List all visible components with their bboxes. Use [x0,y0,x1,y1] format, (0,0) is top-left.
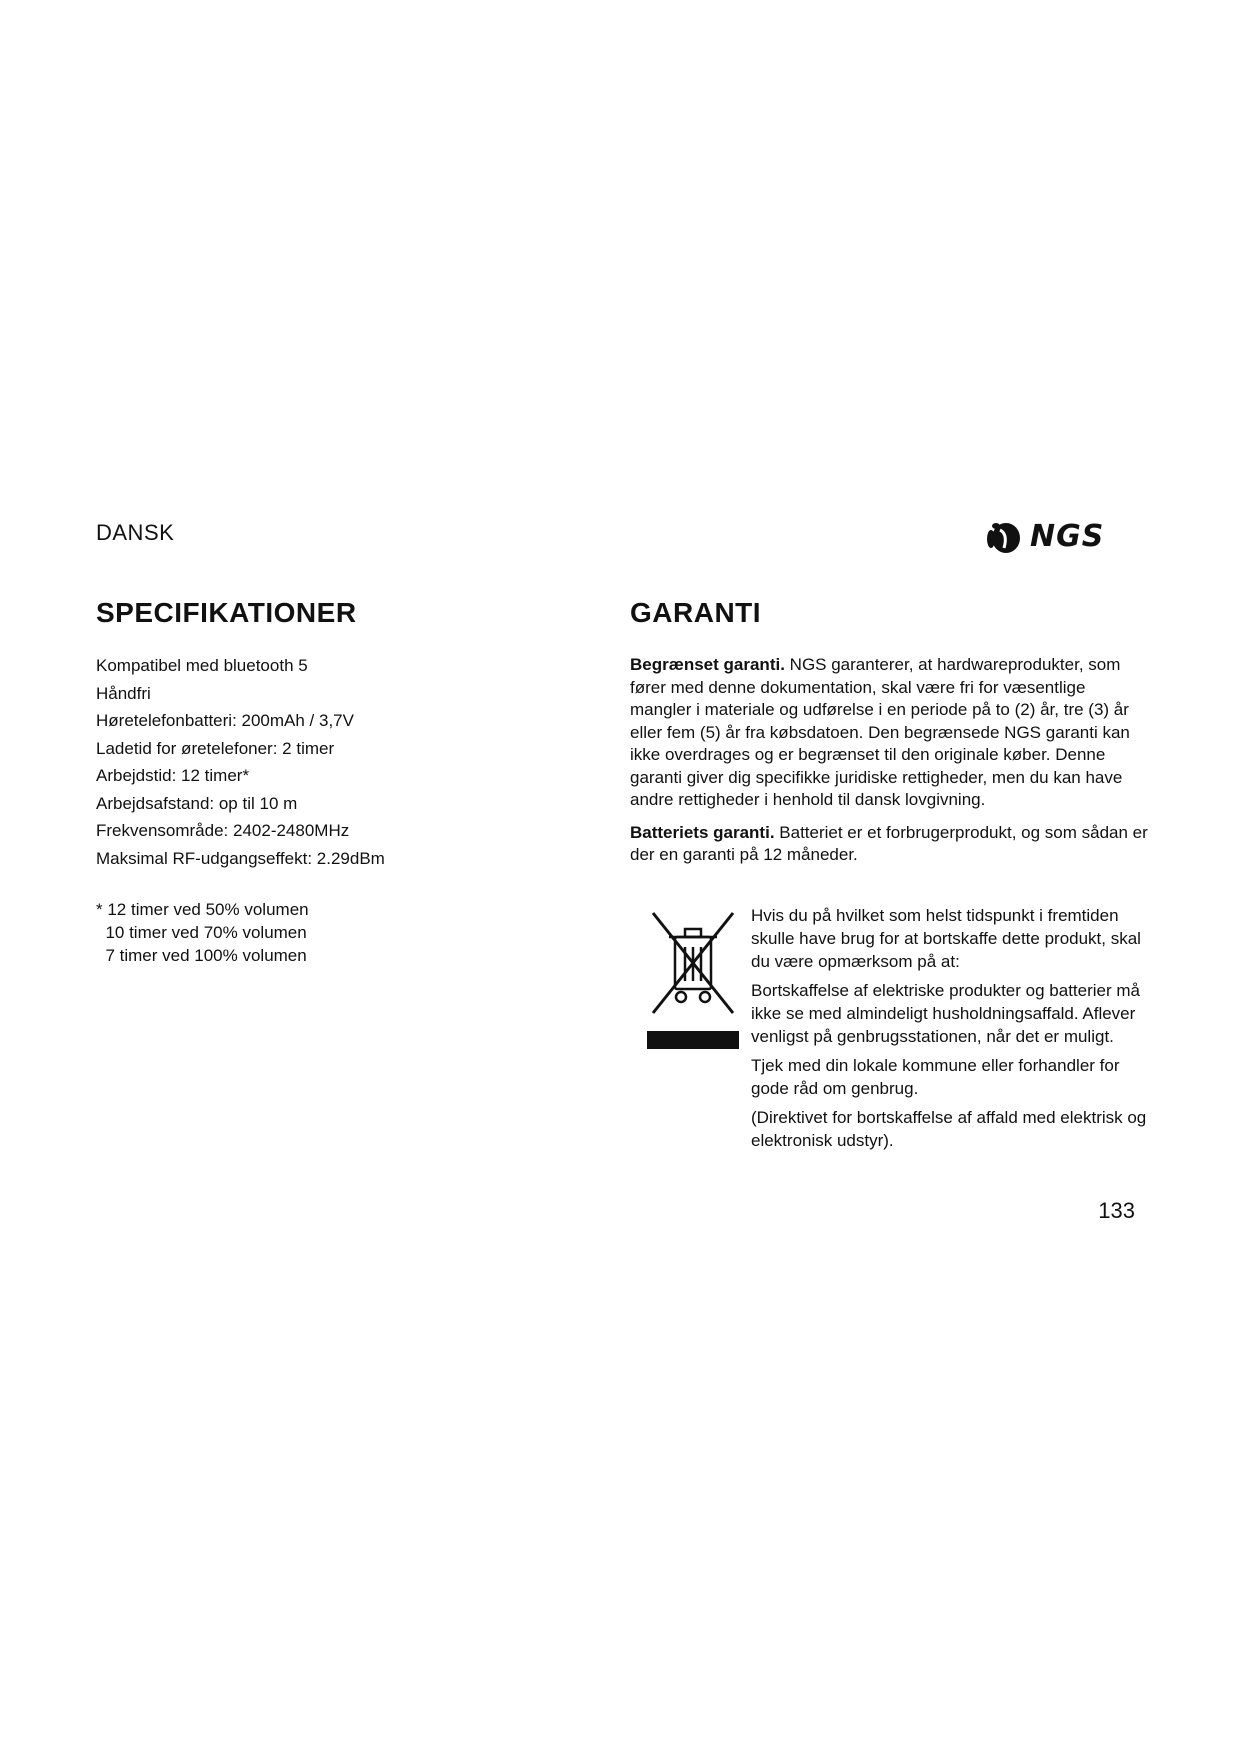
spec-item: Maksimal RF-udgangseffekt: 2.29dBm [96,848,385,868]
limited-warranty-body: NGS garanterer, at hardwareprodukter, som fører med denne dokumentation, skal være fri for væsentlige mangler i materiale og udførelse i en periode på to (2) år, tre (3) år eller fem (5) år fra købsdatoen. Den begrænsede NGS garanti kan ikke overdrages og er begrænset til den originale køber. Denne garanti giver dig specifikke juridiske rettigheder, men du kan have andre rettigheder i henhold til dansk lovgivning. [630,655,1130,809]
weee-crossed-out-bin-icon [645,905,741,1055]
specifications-list [96,652,556,872]
ngs-logo [984,520,1104,554]
spec-item: Arbejdstid: 12 timer* [96,766,250,785]
disposal-paragraph: (Direktivet for bortskaffelse af affald med elektrisk og elektronisk udstyr). [751,1108,1147,1150]
page-number: 133 [1098,1198,1135,1223]
note-line: * 12 timer ved 50% volumen [96,900,309,919]
battery-warranty-label: Batteriets garanti. [630,822,775,842]
note-line: 7 timer ved 100% volumen [96,946,307,965]
spec-item: Håndfri [96,683,151,703]
disposal-paragraph: Tjek med din lokale kommune eller forhandler for gode råd om genbrug. [751,1056,1120,1098]
battery-life-notes [96,898,309,967]
limited-warranty-paragraph [630,654,1150,812]
disposal-paragraph: Hvis du på hvilket som helst tidspunkt i fremtiden skulle have brug for at bortskaffe dette produkt, skal du være opmærksom på at: [751,906,1141,971]
warranty-title: GARANTI [630,597,762,628]
spec-item: Høretelefonbatteri: 200mAh / 3,7V [96,711,354,730]
spec-item: Frekvensområde: 2402-2480MHz [96,821,350,840]
logo-wordmark: NGS [1030,519,1105,554]
battery-warranty-body: Batteriet er et forbrugerprodukt, og som sådan er der en garanti på 12 måneder. [630,822,1148,864]
note-line: 10 timer ved 70% volumen [96,923,307,942]
language-label: DANSK [96,520,175,545]
disposal-text [751,904,1151,1158]
spec-item: Arbejdsafstand: op til 10 m [96,793,298,813]
ngs-logo-icon [984,520,1022,554]
spec-item: Ladetid for øretelefoner: 2 timer [96,738,335,758]
battery-warranty-paragraph [630,822,1150,867]
warranty-text [630,654,1150,877]
disposal-paragraph: Bortskaffelse af elektriske produkter og batterier må ikke se med almindeligt husholdningsaffald. Aflever venligst på genbrugsstationen, når det er muligt. [751,981,1140,1046]
spec-item: Kompatibel med bluetooth 5 [96,656,308,675]
limited-warranty-label: Begrænset garanti. [630,655,785,674]
specifications-title: SPECIFIKATIONER [96,597,357,628]
